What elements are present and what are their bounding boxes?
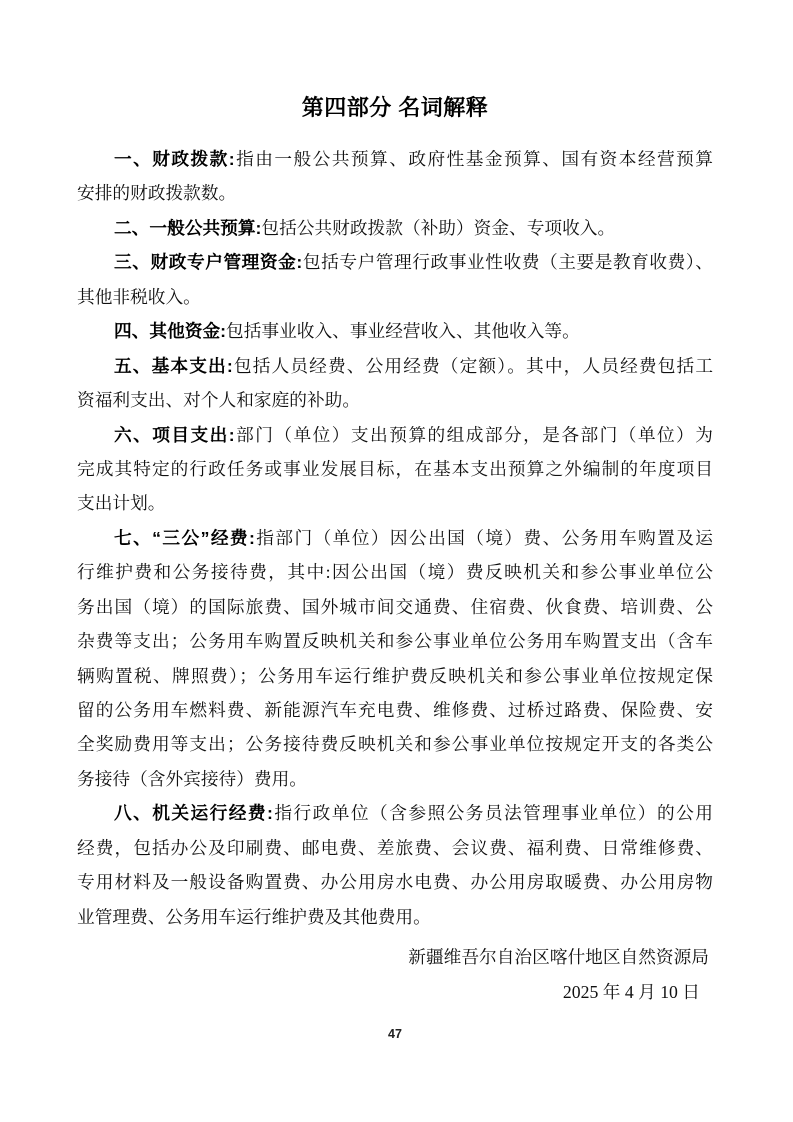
term-label: 一、财政拨款:	[114, 149, 235, 169]
paragraph-line: 全奖励费用等支出；公务接待费反映机关和参公事业单位按规定开支的各类公	[77, 734, 713, 755]
term-label: 二、一般公共预算:	[114, 217, 262, 238]
paragraph-line: 留的公务用车燃料费、新能源汽车充电费、维修费、过桥过路费、保险费、安	[77, 700, 713, 720]
paragraphs	[77, 142, 713, 934]
paragraph-line: 一、财政拨款:指由一般公共预算、政府性基金预算、国有资本经营预算	[114, 149, 713, 169]
page-number: 47	[388, 1026, 402, 1041]
signature-line: 新疆维吾尔自治区喀什地区自然资源局	[408, 947, 709, 968]
paragraph-line: 行维护费和公务接待费，其中:因公出国（境）费反映机关和参公事业单位公	[77, 562, 713, 583]
term-label: 三、财政专户管理资金:	[114, 252, 303, 273]
paragraph-line: 三、财政专户管理资金:包括专户管理行政事业性收费（主要是教育收费）、	[114, 252, 713, 273]
paragraph-line: 支出计划。	[77, 493, 166, 514]
paragraph-line: 专用材料及一般设备购置费、办公用房水电费、办公用房取暖费、办公用房物	[77, 872, 713, 893]
paragraph-line: 辆购置税、牌照费）；公务用车运行维护费反映机关和参公事业单位按规定保	[77, 665, 713, 686]
paragraph-line: 六、项目支出:部门（单位）支出预算的组成部分，是各部门（单位）为	[114, 424, 713, 445]
paragraph-line: 其他非税收入。	[77, 286, 201, 307]
term-label: 七、“三公”经费:	[114, 527, 255, 548]
paragraph-line: 业管理费、公务用车运行维护费及其他费用。	[77, 906, 431, 927]
paragraph-line: 七、“三公”经费:指部门（单位）因公出国（境）费、公务用车购置及运	[114, 527, 713, 548]
paragraph-line: 杂费等支出；公务用车购置反映机关和参公事业单位公务用车购置支出（含车	[77, 631, 713, 652]
page-title: 第四部分 名词解释	[301, 95, 489, 120]
document-content	[77, 0, 713, 1043]
term-label: 五、基本支出:	[114, 355, 233, 376]
term-label: 八、机关运行经费:	[114, 803, 273, 824]
term-label: 四、其他资金:	[114, 321, 227, 342]
paragraph-line: 五、基本支出:包括人员经费、公用经费（定额）。其中，人员经费包括工	[114, 355, 714, 376]
paragraph-line: 完成其特定的行政任务或事业发展目标，在基本支出预算之外编制的年度项目	[77, 458, 713, 479]
paragraph-line: 经费，包括办公及印刷费、邮电费、差旅费、会议费、福利费、日常维修费、	[77, 837, 713, 858]
paragraph-line: 二、一般公共预算:包括公共财政拨款（补助）资金、专项收入。	[114, 217, 616, 238]
paragraph-line: 务接待（含外宾接待）费用。	[77, 768, 307, 789]
paragraph-line: 四、其他资金:包括事业收入、事业经营收入、其他收入等。	[114, 321, 580, 342]
paragraph-line: 安排的财政拨款数。	[77, 183, 237, 204]
closing-block	[77, 940, 713, 1009]
date-line: 2025 年 4 月 10 日	[562, 981, 700, 1002]
term-label: 六、项目支出:	[114, 424, 235, 445]
paragraph-line: 八、机关运行经费:指行政单位（含参照公务员法管理事业单位）的公用	[114, 803, 713, 824]
paragraph-line: 资福利支出、对个人和家庭的补助。	[77, 390, 361, 411]
paragraph-line: 务出国（境）的国际旅费、国外城市间交通费、住宿费、伙食费、培训费、公	[77, 596, 713, 617]
